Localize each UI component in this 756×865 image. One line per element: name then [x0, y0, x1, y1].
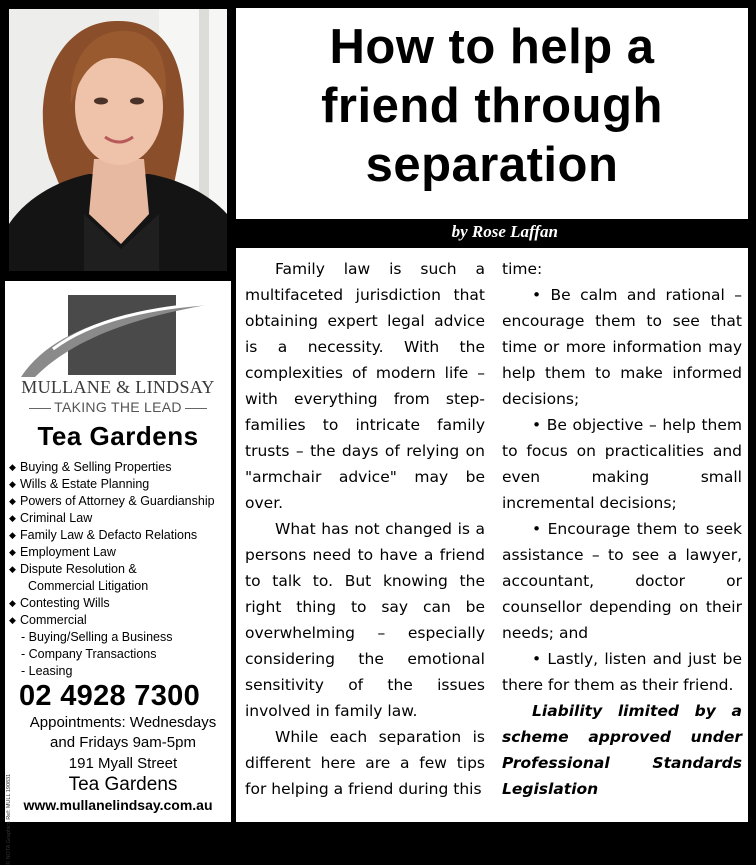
headline-line-1: How to help a	[329, 20, 655, 74]
paragraph-1: Family law is such a multifaceted jurisdiction that obtaining expert legal advice is a necessity. With the complexities of modern life – with everything from step-families to intricate family trusts – the days of relying on "armchair advice" may be over.	[245, 260, 485, 512]
headline-line-3: separation	[365, 138, 619, 192]
headline-line-2: friend through	[321, 79, 663, 133]
liability-notice: Liability limited by a scheme approved under Professional Standards Legislation	[502, 702, 742, 798]
service-subitem: - Leasing	[21, 664, 73, 678]
tagline-text: TAKING THE LEAD	[54, 399, 182, 415]
diamond-bullet-icon: ◆	[9, 479, 16, 489]
appointments	[5, 713, 231, 753]
service-subitem: - Buying/Selling a Business	[21, 630, 173, 644]
services-list	[9, 459, 215, 680]
firm-name: MULLANE & LINDSAY	[21, 377, 215, 397]
street-address: 191 Myall Street	[68, 755, 178, 772]
service-item: ◆ Powers of Attorney & Guardianship	[9, 494, 215, 508]
headline-box	[236, 8, 748, 219]
service-item: ◆ Family Law & Defacto Relations	[9, 528, 198, 542]
diamond-bullet-icon: ◆	[9, 462, 16, 472]
service-item: ◆ Buying & Selling Properties	[9, 460, 172, 474]
tagline-rule-left	[29, 408, 51, 409]
tip-4: • Lastly, listen and just be there for them as their friend.	[502, 650, 742, 694]
service-item: ◆ Contesting Wills	[9, 596, 110, 610]
logo-icon	[13, 289, 223, 379]
service-item: ◆ Criminal Law	[9, 511, 93, 525]
tagline-rule-right	[185, 408, 207, 409]
article-column-2	[502, 256, 742, 802]
paragraph-2: What has not changed is a persons need to have a friend to talk to. But knowing the right thing to say can be overwhelming – especially considering the emotional sensitivity of the issues involved in family law.	[245, 520, 485, 720]
author-photo	[9, 9, 227, 271]
diamond-bullet-icon: ◆	[9, 496, 16, 506]
article-column-1	[245, 256, 485, 802]
diamond-bullet-icon: ◆	[9, 564, 16, 574]
appointments-line-2: and Fridays 9am-5pm	[50, 734, 196, 751]
paragraph-3: While each separation is different here are a few tips for helping a friend during this	[245, 728, 485, 798]
phone-number: 02 4928 7300	[19, 680, 200, 712]
tip-1: • Be calm and rational – encourage them to see that time or more information may help them to make informed decisions;	[502, 286, 742, 408]
advert-town: Tea Gardens	[37, 421, 199, 451]
website-link[interactable]: www.mullanelindsay.com.au	[23, 797, 213, 813]
diamond-bullet-icon: ◆	[9, 530, 16, 540]
diamond-bullet-icon: ◆	[9, 513, 16, 523]
paragraph-3-continued: time:	[502, 260, 543, 278]
byline-bar	[236, 220, 748, 244]
byline: by Rose Laffan	[451, 222, 558, 241]
service-item: ◆ Wills & Estate Planning	[9, 477, 150, 491]
diamond-bullet-icon: ◆	[9, 615, 16, 625]
tip-2: • Be objective – help them to focus on practicalities and even making small incremental decisions;	[502, 416, 742, 512]
law-firm-advert: MULLANE & LINDSAY TAKING THE LEAD Tea Gardens ◆ Buying & Selling Properties ◆ Wills & Estate Planning ◆ Powers of Attorney & Guardianship ◆ Criminal Law ◆ Family Law & Defacto Relations ◆ Employment Law ◆ Dispute Resolution & Commercial Litigation ◆ Contesting Wills ◆ Commercial - Buying/Selling a Business - Company Transactions - Leasing © NOTA Graphics Ref: MULL 190831 02 4928 7300 Appointments: Wednesdays and Fridays 9am-5pm 191 Myall Street Tea Gardens www.mullanelindsay.com.au	[5, 281, 231, 822]
service-subitem: - Company Transactions	[21, 647, 157, 661]
diamond-bullet-icon: ◆	[9, 547, 16, 557]
appointments-line-1: Appointments: Wednesdays	[29, 714, 217, 731]
service-item-continued: Commercial Litigation	[28, 579, 149, 593]
portrait-image	[9, 9, 227, 271]
address-town: Tea Gardens	[68, 774, 178, 795]
firm-tagline	[5, 399, 231, 415]
service-item: ◆ Employment Law	[9, 545, 116, 559]
diamond-bullet-icon: ◆	[9, 598, 16, 608]
service-item: ◆ Dispute Resolution &	[9, 562, 137, 576]
tip-3: • Encourage them to seek assistance – to see a lawyer, accountant, doctor or counsellor depending on their needs; and	[502, 520, 742, 642]
service-item: ◆ Commercial	[9, 613, 87, 627]
headline	[236, 8, 748, 195]
article-body	[236, 248, 748, 822]
